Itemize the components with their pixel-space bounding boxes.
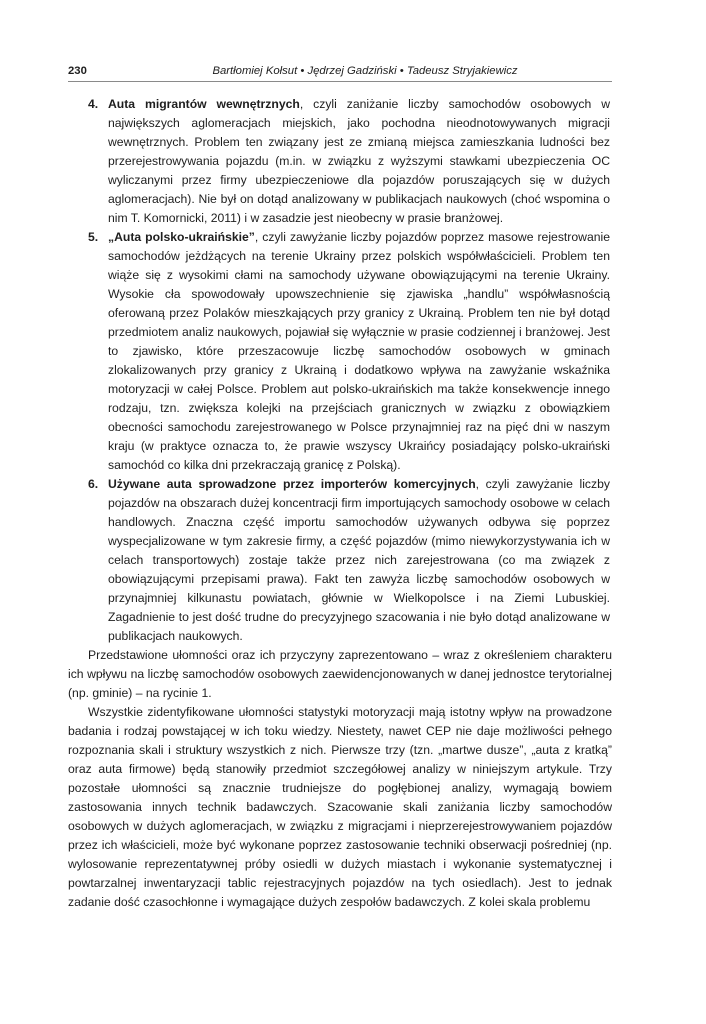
list-item-number: 6. [88, 477, 99, 491]
list-item-heading: „Auta polsko-ukraińskie” [108, 230, 255, 244]
list-item-number: 5. [88, 230, 99, 244]
list-item [68, 95, 610, 228]
header-authors: Bartłomiej Kołsut • Jędrzej Gadziński • Tadeusz Stryjakiewicz [212, 65, 518, 77]
list-item-heading: Używane auta sprowadzone przez importerów komercyjnych [108, 477, 476, 491]
page-number: 230 [68, 65, 87, 77]
list-item-number: 4. [88, 97, 99, 111]
list-item-heading: Auta migrantów wewnętrznych [108, 97, 300, 111]
list-item-text: , czyli zaniżanie liczby samochodów osobowych w największych aglomeracjach miejskich, jako pochodna nieodnotowywanych migracji wewnętrznych. Problem ten związany jest ze zmianą miejsca zamieszkania ludności bez przerejestrowywania pojazdu (m.in. w związku z wyższymi stawkami ubezpieczenia OC wyliczanymi przez firmy ubezpieczeniowe dla pojazdów poruszających się w dużych aglomeracjach). Nie był on dotąd analizowany w publikacjach naukowych (choć wspomina o nim T. Komornicki, 2011) i w zasadzie jest nieobecny w prasie branżowej. [108, 97, 610, 225]
list-item [68, 475, 610, 646]
list-item-text: , czyli zawyżanie liczby pojazdów poprzez masowe rejestrowanie samochodów jeżdżących na terenie Ukrainy przez polskich współwłaścicieli. Problem ten wiąże się z wysokimi cłami na samochody używane obowiązującymi na terenie Ukrainy. Wysokie cła spowodowały upowszechnienie się zjawiska „handlu” współwłasnością oferowaną przez Polaków mieszkających przy granicy z Ukrainą. Problem ten nie był dotąd przedmiotem analiz naukowych, pojawiał się wyłącznie w prasie codziennej i branżowej. Jest to zjawisko, które przeszacowuje liczbę samochodów osobowych w gminach zlokalizowanych przy granicy z Ukrainą i dodatkowo wpływa na zawyżanie wskaźnika motoryzacji w całej Polsce. Problem aut polsko-ukraińskich ma także konsekwencje innego rodzaju, tzn. zwiększa kolejki na przejściach granicznych w związku z obowiązkiem obecności samochodu zarejestrowanego w Polsce przynajmniej raz na pięć dni w naszym kraju (w praktyce oznacza to, że prawie wszyscy Ukraińcy posiadający polsko-ukraiński samochód co kilka dni przekraczają granicę z Polską). [108, 230, 610, 472]
paragraph: Wszystkie zidentyfikowane ułomności statystyki motoryzacji mają istotny wpływ na prowadzone badania i rodzaj powstającej w ich toku wiedzy. Niestety, nawet CEP nie daje możliwości pełnego rozpoznania skali i struktury wszystkich z nich. Pierwsze trzy (tzn. „martwe dusze”, „auta z kratką” oraz auta firmowe) będą stanowiły przedmiot szczegółowej analizy w niniejszym artykule. Trzy pozostałe ułomności są znacznie trudniejsze do pogłębionej analizy, wymagają bowiem zastosowania innych technik badawczych. Szacowanie skali zaniżania liczby samochodów osobowych w dużych aglomeracjach, w związku z migracjami i nieprzerejestrowywaniem pojazdów przez ich właścicieli, może być wykonane poprzez zastosowanie techniki obserwacji pośredniej (np. wylosowanie reprezentatywnej próby osiedli w dużych miastach i wykonanie systematycznej i powtarzalnej inwentaryzacji tablic rejestracyjnych pojazdów na tych osiedlach). Jest to jednak zadanie dość czasochłonne i wymagające dużych zespołów badawczych. Z kolei skala problemu [68, 705, 612, 909]
paragraph: Przedstawione ułomności oraz ich przyczyny zaprezentowano – wraz z określeniem charakteru ich wpływu na liczbę samochodów osobowych zaewidencjonowanych w danej jednostce terytorialnej (np. gminie) – na rycinie 1. [68, 648, 612, 700]
body-text [68, 95, 612, 912]
list-item [68, 228, 610, 475]
running-header [68, 64, 612, 82]
list-item-text: , czyli zawyżanie liczby pojazdów na obszarach dużej koncentracji firm importujących samochody osobowe w celach handlowych. Znaczna część importu samochodów używanych odbywa się poprzez wyspecjalizowane w tym zakresie firmy, a część pojazdów (mimo niewykorzystywania ich w celach transportowych) zostaje także przez nich zarejestrowana (co ma związek z obowiązującymi przepisami prawa). Fakt ten zawyża liczbę samochodów osobowych w przynajmniej kilkunastu powiatach, głównie w Wielkopolsce i na Ziemi Lubuskiej. Zagadnienie to jest dość trudne do precyzyjnego szacowania i nie było dotąd analizowane w publikacjach naukowych. [108, 477, 610, 643]
